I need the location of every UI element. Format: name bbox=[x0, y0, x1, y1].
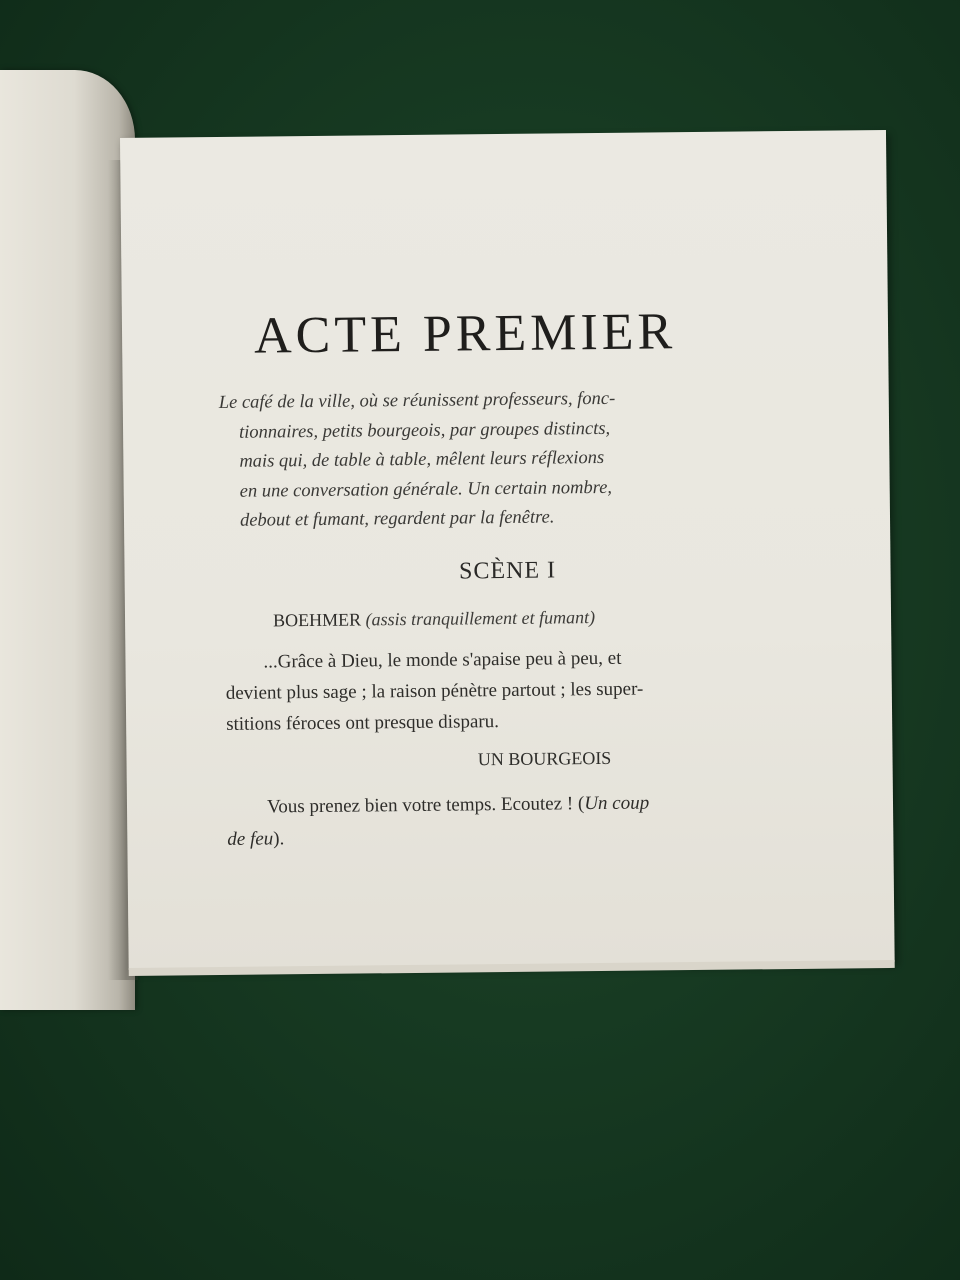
speech-un-bourgeois bbox=[227, 786, 748, 855]
stage-direction-line: mais qui, de table à table, mêlent leurs réflexions bbox=[239, 447, 605, 472]
scene-heading: SCÈNE I bbox=[458, 557, 557, 585]
speaker-name: BOEHMER bbox=[272, 609, 362, 631]
speaker-boehmer bbox=[273, 607, 595, 631]
speech-roman-text: Vous prenez bien votre temps. Ecoutez ! ( bbox=[266, 793, 585, 818]
stage-direction-line: Le café de la ville, où se réunissent professeurs, fonc- bbox=[218, 388, 616, 413]
stage-direction-line: debout et fumant, regardent par la fenêtre. bbox=[239, 507, 555, 531]
speaker-un-bourgeois: UN BOURGEOIS bbox=[477, 747, 612, 770]
page-edge bbox=[129, 960, 895, 976]
act-title: ACTE PREMIER bbox=[253, 303, 677, 365]
speech-line: ...Grâce à Dieu, le monde s'apaise peu à peu, et bbox=[263, 647, 622, 673]
speech-roman-text: ). bbox=[273, 828, 285, 850]
speech-line: stitions féroces ont presque disparu. bbox=[226, 711, 500, 735]
speaker-direction: (assis tranquillement et fumant) bbox=[365, 607, 596, 630]
speech-boehmer bbox=[225, 641, 746, 739]
stage-direction-line: en une conversation générale. Un certain nombre, bbox=[239, 477, 613, 502]
speech-italic-text: de feu bbox=[227, 828, 274, 850]
stage-direction-line: tionnaires, petits bourgeois, par groupes distincts, bbox=[238, 418, 611, 443]
stage-direction bbox=[219, 384, 741, 537]
speech-line bbox=[227, 818, 747, 855]
speech-line: devient plus sage ; la raison pénètre partout ; les super- bbox=[225, 678, 644, 704]
right-page bbox=[120, 130, 895, 970]
speech-italic-text: Un coup bbox=[584, 792, 650, 815]
